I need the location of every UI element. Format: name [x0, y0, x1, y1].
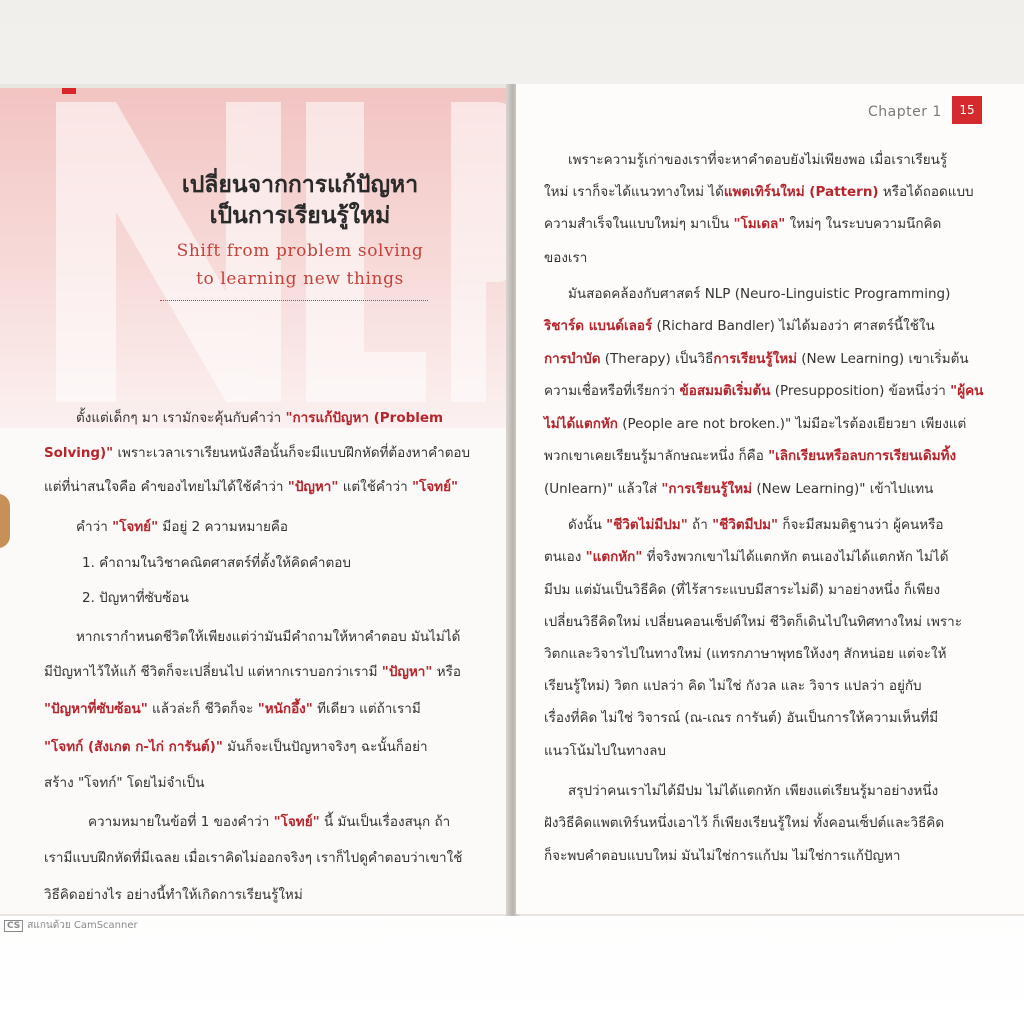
text-segment: (New Learning) เขาเริ่มต้น: [797, 351, 969, 367]
text-line: [544, 676, 986, 696]
text-segment: มันสอดคล้องกับศาสตร์ NLP (Neuro-Linguistic Programming): [568, 286, 951, 302]
text-line: [568, 284, 986, 304]
text-line: [544, 813, 986, 833]
text-segment: ใหม่ เราก็จะได้แนวทางใหม่ ได้: [544, 184, 724, 200]
heading-underline: [160, 300, 428, 301]
text-line: [544, 846, 986, 866]
text-line: [44, 662, 470, 682]
heading-english-line-1: Shift from problem solving: [176, 241, 424, 261]
text-line: [82, 588, 422, 608]
text-segment: มีปัญหาไว้ให้แก้ ชีวิตก็จะเปลี่ยนไป แต่หากเราบอกว่าเรามี: [44, 664, 382, 680]
text-segment: แนวโน้มไปในทางลบ: [544, 743, 666, 759]
text-segment: เพราะความรู้เก่าของเราที่จะหาคำตอบยังไม่เพียงพอ เมื่อเราเรียนรู้: [568, 152, 948, 168]
text-segment: เพราะเวลาเราเรียนหนังสือนั้นก็จะมีแบบฝึกหัดที่ต้องหาคำตอบ: [113, 445, 471, 461]
highlighted-term: "แตกหัก": [585, 549, 643, 565]
text-segment: สร้าง "โจทก์" โดยไม่จำเป็น: [44, 775, 205, 791]
text-line: [544, 182, 986, 202]
highlighted-term: "โจทย์": [411, 479, 459, 495]
scanner-thumb: [0, 494, 10, 548]
highlighted-term: "ชีวิตมีปม": [712, 517, 779, 533]
text-segment: หรือได้ถอดแบบ: [878, 184, 974, 200]
highlighted-term: "ผู้คน: [950, 383, 984, 399]
text-segment: 2. ปัญหาที่ซับซ้อน: [82, 590, 189, 606]
text-line: [82, 553, 422, 573]
highlighted-term: Solving)": [44, 445, 114, 461]
text-segment: เรียนรู้ใหม่) วิตก แปลว่า คิด ไม่ใช่ กังวล และ วิจาร แปลว่า อยู่กับ: [544, 678, 922, 694]
text-segment: สรุปว่าคนเราไม่ได้มีปม ไม่ได้แตกหัก เพียงแต่เรียนรู้มาอย่างหนึ่ง: [568, 783, 939, 799]
highlighted-term: การบำบัด: [544, 351, 601, 367]
text-segment: ก็จะมีสมมติฐานว่า ผู้คนหรือ: [778, 517, 944, 533]
camscanner-watermark: [4, 918, 138, 933]
highlighted-term: "หนักอึ้ง": [257, 701, 313, 717]
text-segment: วิตกและวิจารไปในทางใหม่ (แทรกภาษาพุทธให้งงๆ สักหน่อย แต่จะให้: [544, 646, 947, 662]
text-line: [544, 644, 986, 664]
right-page: [516, 84, 1024, 914]
text-line: [544, 547, 986, 567]
text-line: [568, 150, 986, 170]
open-book: [0, 84, 1024, 916]
red-tab-mark: [62, 88, 76, 94]
text-line: [568, 781, 986, 801]
chapter-label: Chapter 1: [868, 104, 942, 120]
text-line: [568, 515, 986, 535]
heading-thai-line-2: เป็นการเรียนรู้ใหม่: [209, 203, 391, 229]
highlighted-term: แพตเทิร์นใหม่ (Pattern): [723, 184, 879, 200]
text-segment: นี้ มันเป็นเรื่องสนุก ถ้า: [319, 814, 451, 830]
text-segment: พวกเขาเคยเรียนรู้มาลักษณะหนึ่ง ก็คือ: [544, 448, 769, 464]
text-segment: (New Learning)" เข้าไปแทน: [752, 481, 934, 497]
text-segment: ความเชื่อหรือที่เรียกว่า: [544, 383, 680, 399]
text-segment: (Richard Bandler) ไม่ได้มองว่า ศาสตร์นี้ใช้ใน: [652, 318, 935, 334]
text-segment: ความสำเร็จในแบบใหม่ๆ มาเป็น: [544, 216, 734, 232]
text-segment: ตนเอง: [544, 549, 586, 565]
text-segment: (Unlearn)" แล้วใส่: [544, 481, 662, 497]
text-segment: 1. คำถามในวิชาคณิตศาสตร์ที่ตั้งให้คิดคำตอบ: [82, 555, 351, 571]
text-line: [544, 741, 744, 761]
text-segment: ถ้า: [687, 517, 713, 533]
text-segment: เรามีแบบฝึกหัดที่มีเฉลย เมื่อเราคิดไม่ออกจริงๆ เราก็ไปดูคำตอบว่าเขาใช้: [44, 850, 463, 866]
highlighted-term: "โมเดล": [733, 216, 786, 232]
heading-thai-line-1: เปลี่ยนจากการแก้ปัญหา: [181, 172, 419, 198]
text-segment: ความหมายในข้อที่ 1 ของคำว่า: [88, 814, 274, 830]
highlighted-term: ข้อสมมติเริ่มต้น: [679, 383, 771, 399]
highlighted-term: "ปัญหา": [381, 664, 433, 680]
text-segment: หรือ: [432, 664, 461, 680]
highlighted-term: "เลิกเรียนหรือลบการเรียนเดิมทิ้ง: [768, 448, 957, 464]
text-segment: แต่ใช้คำว่า: [338, 479, 412, 495]
text-line: [544, 349, 986, 369]
highlighted-term: "การแก้ปัญหา (Problem: [285, 410, 444, 426]
text-line: [44, 477, 470, 497]
text-segment: แล้วล่ะก็ ชีวิตก็จะ: [147, 701, 258, 717]
text-segment: ที่จริงพวกเขาไม่ได้แตกหัก ตนเองไม่ได้แตกหัก ไม่ได้: [642, 549, 949, 565]
text-line: [544, 446, 986, 466]
highlighted-term: "การเรียนรู้ใหม่: [661, 481, 753, 497]
text-line: [544, 612, 986, 632]
text-segment: หากเรากำหนดชีวิตให้เพียงแต่ว่ามันมีคำถามให้หาคำตอบ มันไม่ได้: [76, 629, 461, 645]
text-segment: แต่ที่น่าสนใจคือ คำของไทยไม่ได้ใช้คำว่า: [44, 479, 288, 495]
text-segment: (Therapy) เป็นวิธี: [600, 351, 714, 367]
text-segment: ฝังวิธีคิดแพตเทิร์นหนึ่งเอาไว้ ก็เพียงเรียนรู้ใหม่ ทั้งคอนเซ็ปต์และวิธีคิด: [544, 815, 945, 831]
highlighted-term: "ปัญหา": [287, 479, 339, 495]
text-segment: วิธีคิดอย่างไร อย่างนี้ทำให้เกิดการเรียนรู้ใหม่: [44, 887, 303, 903]
text-line: [44, 773, 404, 793]
text-line: [76, 627, 470, 647]
text-segment: ทีเดียว แต่ถ้าเรามี: [312, 701, 421, 717]
highlighted-term: "ชีวิตไม่มีปม": [606, 517, 688, 533]
text-line: [544, 479, 986, 499]
text-line: [544, 214, 986, 234]
highlighted-term: "โจทย์": [273, 814, 320, 830]
highlighted-term: การเรียนรู้ใหม่: [713, 351, 797, 367]
highlighted-term: "โจทก์ (สังเกต ก-ไก่ การันต์)": [44, 739, 223, 755]
text-line: [544, 316, 986, 336]
text-segment: ดังนั้น: [568, 517, 607, 533]
highlighted-term: ริชาร์ด แบนด์เลอร์: [544, 318, 653, 334]
text-segment: มีอยู่ 2 ความหมายคือ: [158, 519, 289, 535]
text-segment: ก็จะพบคำตอบแบบใหม่ มันไม่ใช่การแก้ปม ไม่ใช่การแก้ปัญหา: [544, 848, 901, 864]
text-segment: ตั้งแต่เด็กๆ มา เรามักจะคุ้นกับคำว่า: [76, 410, 286, 426]
text-segment: (Presupposition) ข้อหนึ่งว่า: [770, 383, 951, 399]
text-line: [76, 517, 470, 537]
text-line: [44, 737, 470, 757]
text-line: [544, 414, 986, 434]
text-line: [544, 708, 986, 728]
text-segment: คำว่า: [76, 519, 113, 535]
text-segment: ของเรา: [544, 250, 588, 266]
text-segment: (People are not broken.)" ไม่มีอะไรต้องเยียวยา เพียงแต่: [617, 416, 967, 432]
text-line: [544, 381, 986, 401]
text-line: [44, 443, 471, 463]
text-segment: เปลี่ยนวิธีคิดใหม่ เปลี่ยนคอนเซ็ปต์ใหม่ ชีวิตก็เดินไปในทิศทางใหม่ เพราะ: [544, 614, 962, 630]
left-page: [0, 88, 512, 914]
text-line: [44, 699, 470, 719]
highlighted-term: ไม่ได้แตกหัก: [544, 416, 618, 432]
heading-english-line-2: to learning new things: [196, 269, 404, 289]
highlighted-term: "ปัญหาที่ซับซ้อน": [44, 701, 148, 717]
text-segment: เรื่องที่คิด ไม่ใช่ วิจารณ์ (ณ-เณร การันต์) อันเป็นการให้ความเห็นที่มี: [544, 710, 939, 726]
page-number-badge: 15: [952, 96, 982, 124]
text-line: [544, 580, 986, 600]
text-segment: ใหม่ๆ ในระบบความนึกคิด: [785, 216, 942, 232]
highlighted-term: "โจทย์": [112, 519, 159, 535]
text-line: [44, 885, 404, 905]
text-line: [44, 848, 470, 868]
text-line: [544, 248, 604, 268]
text-line: [76, 408, 470, 428]
text-segment: มันก็จะเป็นปัญหาจริงๆ ฉะนั้นก็อย่า: [222, 739, 428, 755]
text-segment: มีปม แต่มันเป็นวิธีคิด (ที่ไร้สาระแบบมีสาระไม่ดี) มาอย่างหนึ่ง ก็เพียง: [544, 582, 941, 598]
camscanner-logo-icon: CS: [4, 920, 23, 932]
text-line: [88, 812, 470, 832]
watermark-text: สแกนด้วย CamScanner: [27, 920, 138, 931]
